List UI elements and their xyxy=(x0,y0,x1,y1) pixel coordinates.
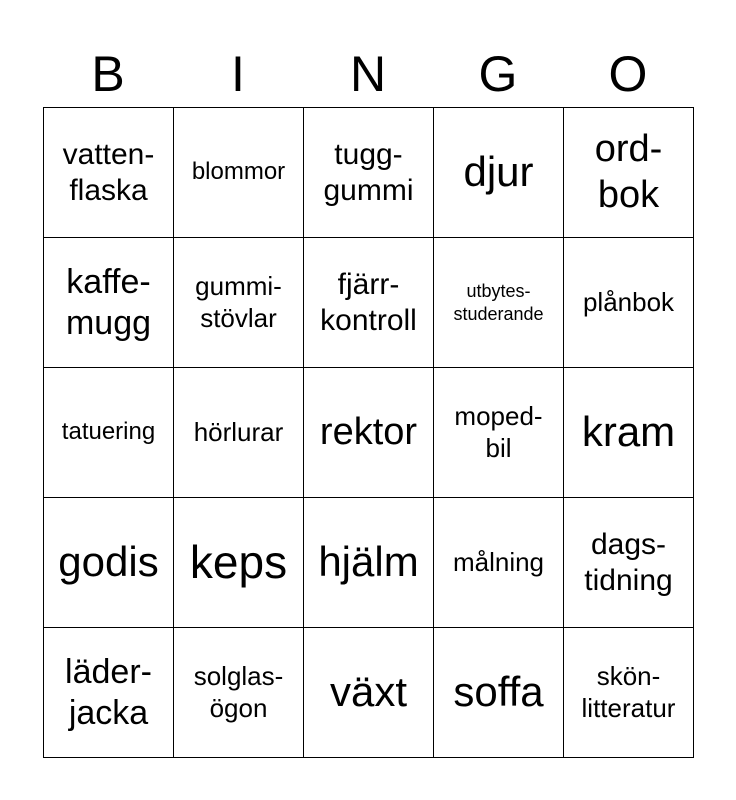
bingo-cell: tugg- gummi xyxy=(304,108,434,238)
bingo-cell: växt xyxy=(304,628,434,758)
bingo-cell: rektor xyxy=(304,368,434,498)
bingo-cell: solglas- ögon xyxy=(174,628,304,758)
bingo-cell: skön- litteratur xyxy=(564,628,694,758)
bingo-cell: läder- jacka xyxy=(44,628,174,758)
bingo-cell: soffa xyxy=(434,628,564,758)
bingo-cell: fjärr- kontroll xyxy=(304,238,434,368)
bingo-cell: plånbok xyxy=(564,238,694,368)
bingo-cell: kaffe- mugg xyxy=(44,238,174,368)
bingo-cell: hjälm xyxy=(304,498,434,628)
bingo-cell: keps xyxy=(174,498,304,628)
header-letter-g: G xyxy=(478,46,518,102)
header-letter-b: B xyxy=(91,46,125,102)
bingo-cell: vatten- flaska xyxy=(44,108,174,238)
bingo-cell: blommor xyxy=(174,108,304,238)
bingo-cell: dags- tidning xyxy=(564,498,694,628)
bingo-cell: utbytes- studerande xyxy=(434,238,564,368)
bingo-cell: gummi- stövlar xyxy=(174,238,304,368)
bingo-cell: moped- bil xyxy=(434,368,564,498)
bingo-cell: målning xyxy=(434,498,564,628)
bingo-cell: tatuering xyxy=(44,368,174,498)
bingo-cell: ord- bok xyxy=(564,108,694,238)
header-letter-o: O xyxy=(608,46,648,102)
header-letter-i: I xyxy=(231,46,245,102)
bingo-header xyxy=(43,44,693,104)
bingo-cell: godis xyxy=(44,498,174,628)
bingo-board xyxy=(43,107,694,758)
bingo-cell: djur xyxy=(434,108,564,238)
bingo-cell: hörlurar xyxy=(174,368,304,498)
header-letter-n: N xyxy=(349,46,387,102)
bingo-cell: kram xyxy=(564,368,694,498)
